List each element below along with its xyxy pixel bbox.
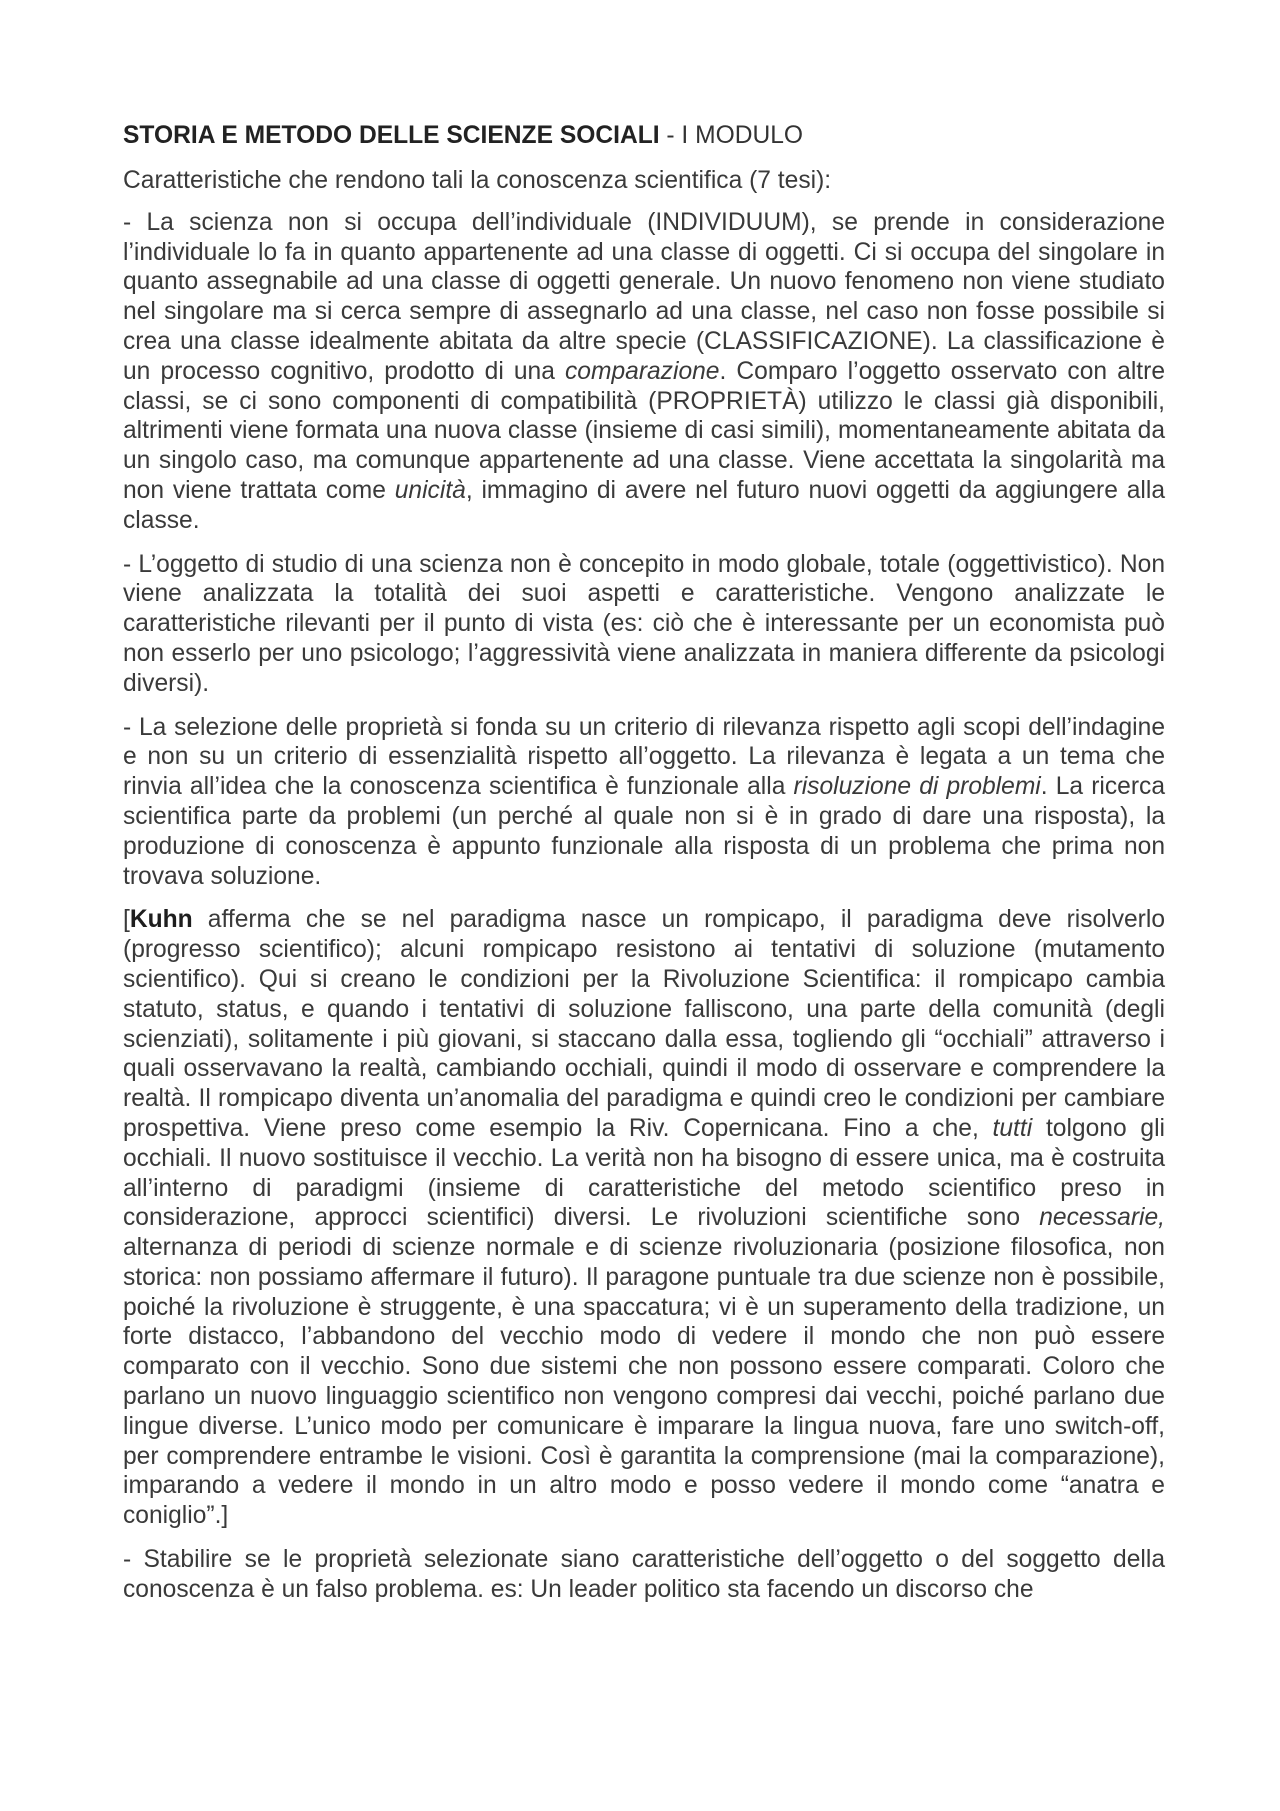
kuhn-emphasis-necessarie: necessarie, (1039, 1204, 1165, 1232)
thesis-1-emphasis-unicita: unicità (394, 476, 466, 504)
thesis-3-paragraph (123, 713, 1165, 892)
intro-paragraph: Caratteristiche che rendono tali la conoscenza scientifica (7 tesi): (123, 167, 832, 194)
thesis-2-paragraph: - L’oggetto di studio di una scienza non è concepito in modo globale, totale (oggettivistico). Non viene analizzata la totalità dei suoi aspetti e caratteristiche. Vengono analizzate le caratteristiche rilevanti per il punto di vista (es: ciò che è interessante per un economista può non esserlo per uno psicologo; l’aggressività viene analizzata in maniera differente da psicologi diversi). (123, 550, 1165, 697)
thesis-1-paragraph (123, 208, 1165, 536)
thesis-1-emphasis-comparazione: comparazione (565, 357, 720, 385)
thesis-1-text-a: - La scienza non si occupa dell’individuale (INDIVIDUUM), se prende in considerazione l’individuale lo fa in quanto appartenente ad una classe di oggetti. Ci si occupa del singolare in quanto assegnabile ad una classe di oggetti generale. Un nuovo fenomeno non viene studiato nel singolare ma si cerca sempre di assegnarlo ad una classe, nel caso non fosse possibile si crea una classe idealmente abitata da altre specie (CLASSIFICAZIONE). La classificazione è un processo cognitivo, prodotto di una (123, 208, 1165, 385)
kuhn-emphasis-tutti: tutti (992, 1114, 1033, 1142)
title-main: STORIA E METODO DELLE SCIENZE SOCIALI (123, 122, 660, 149)
title-module: I MODULO (681, 122, 804, 149)
kuhn-paragraph (123, 905, 1165, 1531)
thesis-1-text-c: . Comparo l’oggetto osservato con altre classi, se ci sono componenti di compatibilità (PROPRIETÀ) utilizzo le classi già disponibili, altrimenti viene formata una nuova classe (insieme di casi simili), momentaneamente abitata da un singolo caso, ma comunque appartenente ad una classe. Viene accettata la singolarità ma non viene trattata come (123, 357, 1166, 504)
thesis-3-emphasis-risoluzione: risoluzione di problemi (793, 773, 1041, 801)
document-page (123, 121, 1165, 1605)
kuhn-text-c: afferma che se nel paradigma nasce un rompicapo, il paradigma deve risolverlo (progresso scientifico); alcuni rompicapo resistono ai tentativi di soluzione (mutamento scientifico). Qui si creano le condizioni per la Rivoluzione Scientifica: il rompicapo cambia statuto, status, e quando i tentativi di soluzione falliscono, una parte della comunità (degli scienziati), solitamente i più giovani, si staccano dalla essa, togliendo gli “occhiali” attraverso i quali osservavano la realtà, cambiando occhiali, quindi il modo di osservare e comprendere la realtà. Il rompicapo diventa un’anomalia del paradigma e quindi creo le condizioni per cambiare prospettiva. Viene preso come esempio la Riv. Copernicana. Fino a che, (123, 906, 1165, 1142)
thesis-4-paragraph: - Stabilire se le proprietà selezionate siano caratteristiche dell’oggetto o del soggetto della conoscenza è un falso problema. es: Un leader politico sta facendo un discorso che (123, 1546, 1165, 1603)
thesis-1-text-e: , immagino di avere nel futuro nuovi oggetti da aggiungere alla classe. (123, 476, 1166, 534)
kuhn-name: Kuhn (129, 906, 193, 934)
thesis-3-text-c: . La ricerca scientifica parte da problemi (un perché al quale non si è in grado di dare una risposta), la produzione di conoscenza è appunto funzionale alla risposta di un problema che prima non trovava soluzione. (123, 773, 1165, 890)
kuhn-text-g: alternanza di periodi di scienze normale e di scienze rivoluzionaria (posizione filosofica, non storica: non possiamo affermare il futuro). Il paragone puntuale tra due scienze non è possibile, poiché la rivoluzione è struggente, è una spaccatura; vi è un superamento della tradizione, un forte distacco, l’abbandono del vecchio modo di vedere il mondo che non può essere comparato con il vecchio. Sono due sistemi che non possono essere comparati. Coloro che parlano un nuovo linguaggio scientifico non vengono compresi dai vecchi, poiché parlano due lingue diverse. L’unico modo per comunicare è imparare la lingua nuova, fare uno switch-off, per comprendere entrambe le visioni. Così è garantita la comprensione (mai la comparazione), imparando a vedere il mondo in un altro modo e posso vedere il mondo come “anatra e coniglio”.] (123, 1234, 1165, 1530)
thesis-3-text-a: - La selezione delle proprietà si fonda su un criterio di rilevanza rispetto agli scopi dell’indagine e non su un criterio di essenzialità rispetto all’oggetto. La rilevanza è legata a un tema che rinvia all’idea che la conoscenza scientifica è funzionale alla (123, 713, 1165, 801)
title-separator: - (659, 122, 682, 149)
document-title (123, 121, 1165, 151)
kuhn-bracket-open: [ (123, 906, 130, 934)
kuhn-text-e: tolgono gli occhiali. Il nuovo sostituisce il vecchio. La verità non ha bisogno di essere unica, ma è costruita all’interno di paradigmi (insieme di caratteristiche del metodo scientifico preso in considerazione, approcci scientifici) diversi. Le rivoluzioni scientifiche sono (123, 1114, 1165, 1232)
